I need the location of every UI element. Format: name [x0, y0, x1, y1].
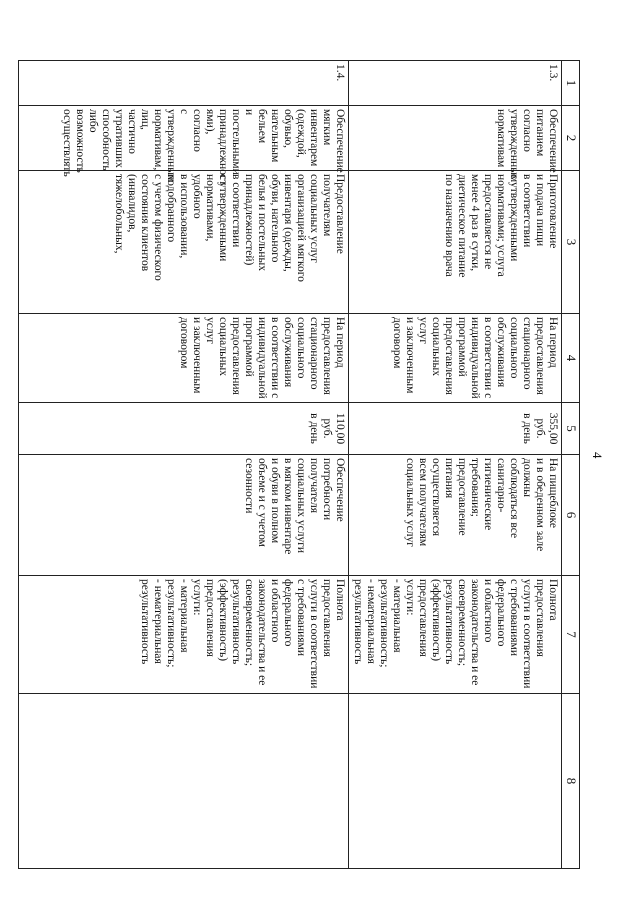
table-row — [349, 61, 562, 869]
service-name: Обеспечение мягким инвентарем (одеждой, обувью, нательным бельем и постельными принадлежност ями), согласно с утвержденным нормативам, лиц, частично утративших способность либо возможность осуществлять — [19, 106, 349, 171]
service-extra — [19, 694, 349, 869]
column-header: 6 — [562, 455, 580, 576]
service-conditions: На пищеблоке и в обеденном зале должны соблюдаться все санитарно- гигиенические требования; предоставление питания осуществляется всем получателям социальных услуг — [349, 455, 562, 576]
column-header: 4 — [562, 314, 580, 403]
service-price: 355,00 руб. в день — [349, 403, 562, 455]
service-period: На период предоставления стационарного социального обслуживания в соответствии с индивидуальной программой предоставления социальных услуг и заключенным договором — [19, 314, 349, 403]
service-quality: Полнота предоставления услуги в соответствии с требованиями федерального и областного законодательства и ее своевременность; результативность (эффективность) предоставления услуги: - материальная результативность; - нематериальная результативность — [349, 576, 562, 694]
service-conditions: Обеспечение потребности получателя социальных услуги в мягком инвентаре и обуви в полном объеме и с учетом сезонности — [19, 455, 349, 576]
service-extra — [349, 694, 562, 869]
column-header: 1 — [562, 61, 580, 106]
column-header: 5 — [562, 403, 580, 455]
table-header-row — [562, 61, 580, 869]
service-name: Обеспечение питанием согласно утвержденным нормативам — [349, 106, 562, 171]
column-header: 8 — [562, 694, 580, 869]
page-number: 4 — [590, 452, 605, 459]
service-price: 110,00 руб. в день — [19, 403, 349, 455]
column-header: 2 — [562, 106, 580, 171]
services-table — [18, 60, 580, 869]
column-header: 7 — [562, 576, 580, 694]
service-description: Предоставление получателям социальных услуг организацией мягкого инвентаря (одежды, обуви, нательного белья и постельных принадлежностей) в соответствии с утвержденными нормативами, удобного в использовании, подобранного с учетом физического состояния клиентов (инвалидов, тяжелобольных, — [19, 171, 349, 314]
service-period: На период предоставления стационарного социального обслуживания в соответствии с индивидуальной программой предоставления социальных услуг и заключенным договором — [349, 314, 562, 403]
row-number: 1.3. — [349, 61, 562, 106]
column-header: 3 — [562, 171, 580, 314]
row-number: 1.4. — [19, 61, 349, 106]
table-row — [19, 61, 349, 869]
service-quality: Полнота предоставления услуги в соответствии с требованиями федерального и областного законодательства и ее своевременность; результативность (эффективность) предоставления услуги: - материальная результативность; - нематериальная результативность — [19, 576, 349, 694]
service-description: Приготовление и подача пищи в соответствии с утвержденными нормативами; услуга предоставляется не менее 4 раз в сутки, диетическое питание по назначению врача — [349, 171, 562, 314]
